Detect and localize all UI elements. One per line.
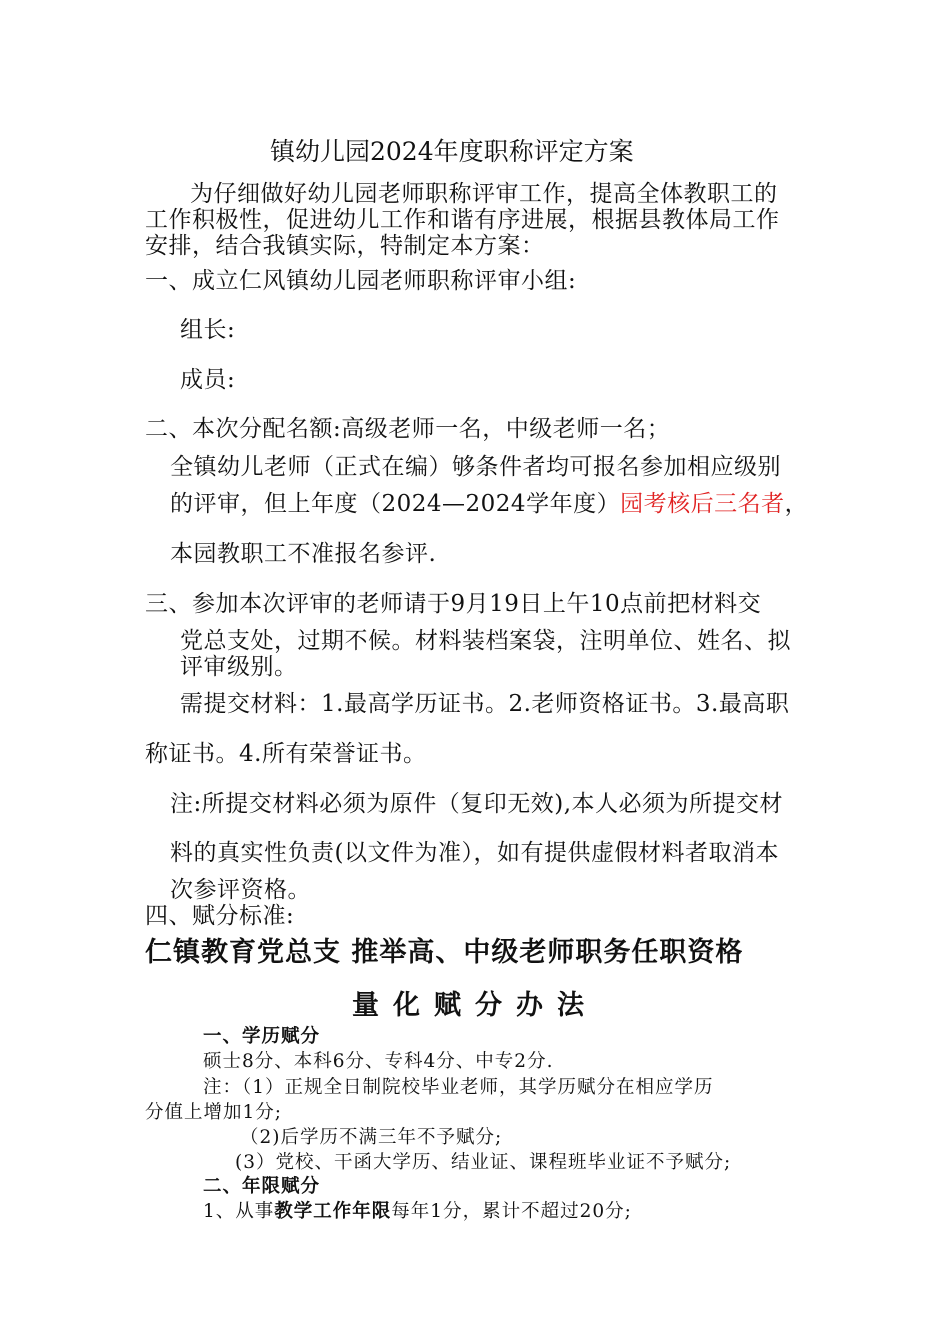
education-note-1: 注：（1）正规全日制院校毕业老师，其学历赋分在相应学历 (203, 1077, 714, 1098)
subsection-years: 二、年限赋分 (203, 1176, 321, 1197)
section-3-line-4: 需提交材料：1.最高学历证书。2.老师资格证书。3.最高职 (180, 691, 790, 717)
section-2-line-3: 本园教职工不准报名参评. (170, 541, 437, 567)
section-4-heading: 四、赋分标准: (145, 903, 295, 929)
group-members-label: 成员: (180, 367, 236, 393)
document-title: 镇幼儿园2024年度职称评定方案 (270, 137, 634, 166)
section-1-heading: 一、成立仁风镇幼儿园老师职称评审小组: (145, 268, 577, 294)
highlight-text: 园考核后三名者 (620, 491, 785, 517)
years-rule-emphasis: 教学工作年限 (274, 1201, 392, 1222)
years-rule-suffix: 每年1分，累计不超过20分; (391, 1201, 632, 1222)
section-3-line-3: 评审级别。 (180, 654, 298, 680)
note-line-1: 注:所提交材料必须为原件（复印无效),本人必须为所提交材 (170, 791, 784, 817)
note-line-3: 次参评资格。 (170, 877, 311, 903)
section-2-line-2 (170, 485, 808, 518)
note-line-2: 料的真实性负责(以文件为准），如有提供虚假材料者取消本 (170, 840, 779, 866)
section-2-line-1: 全镇幼儿老师（正式在编）够条件者均可报名参加相应级别 (170, 454, 781, 480)
education-scores: 硕士8分、本科6分、专科4分、中专2分. (203, 1051, 554, 1072)
group-leader-label: 组长: (180, 317, 236, 343)
scoring-title-line-1: 仁镇教育党总支 推举高、中级老师职务任职资格 (145, 937, 744, 968)
intro-line-2: 工作积极性，促进幼儿工作和谐有序进展，根据县教体局工作 (145, 207, 780, 233)
intro-line-1: 为仔细做好幼儿园老师职称评审工作，提高全体教职工的 (190, 181, 778, 207)
intro-line-3: 安排，结合我镇实际，特制定本方案： (145, 233, 545, 259)
years-rule (203, 1197, 632, 1223)
scoring-title-line-2: 量化赋分办法 (352, 990, 598, 1021)
section-3-line-5: 称证书。4.所有荣誉证书。 (145, 741, 427, 767)
section-2-heading: 二、本次分配名额:高级老师一名，中级老师一名； (145, 416, 671, 442)
education-note-1-cont: 分值上增加1分; (145, 1102, 283, 1123)
section-3-line-2: 党总支处，过期不候。材料装档案袋，注明单位、姓名、拟 (180, 628, 791, 654)
subsection-education: 一、学历赋分 (203, 1026, 321, 1047)
section-2-line-2-text: 的评审，但上年度（2024—2024学年度） (170, 491, 621, 517)
section-2-line-2-end: ， (784, 491, 809, 517)
education-note-2: （2)后学历不满三年不予赋分; (240, 1127, 503, 1148)
education-note-3: (3）党校、干函大学历、结业证、课程班毕业证不予赋分; (235, 1152, 732, 1173)
years-rule-prefix: 1、从事 (203, 1201, 275, 1222)
section-3-line-1: 三、参加本次评审的老师请于9月19日上午10点前把材料交 (145, 591, 762, 617)
